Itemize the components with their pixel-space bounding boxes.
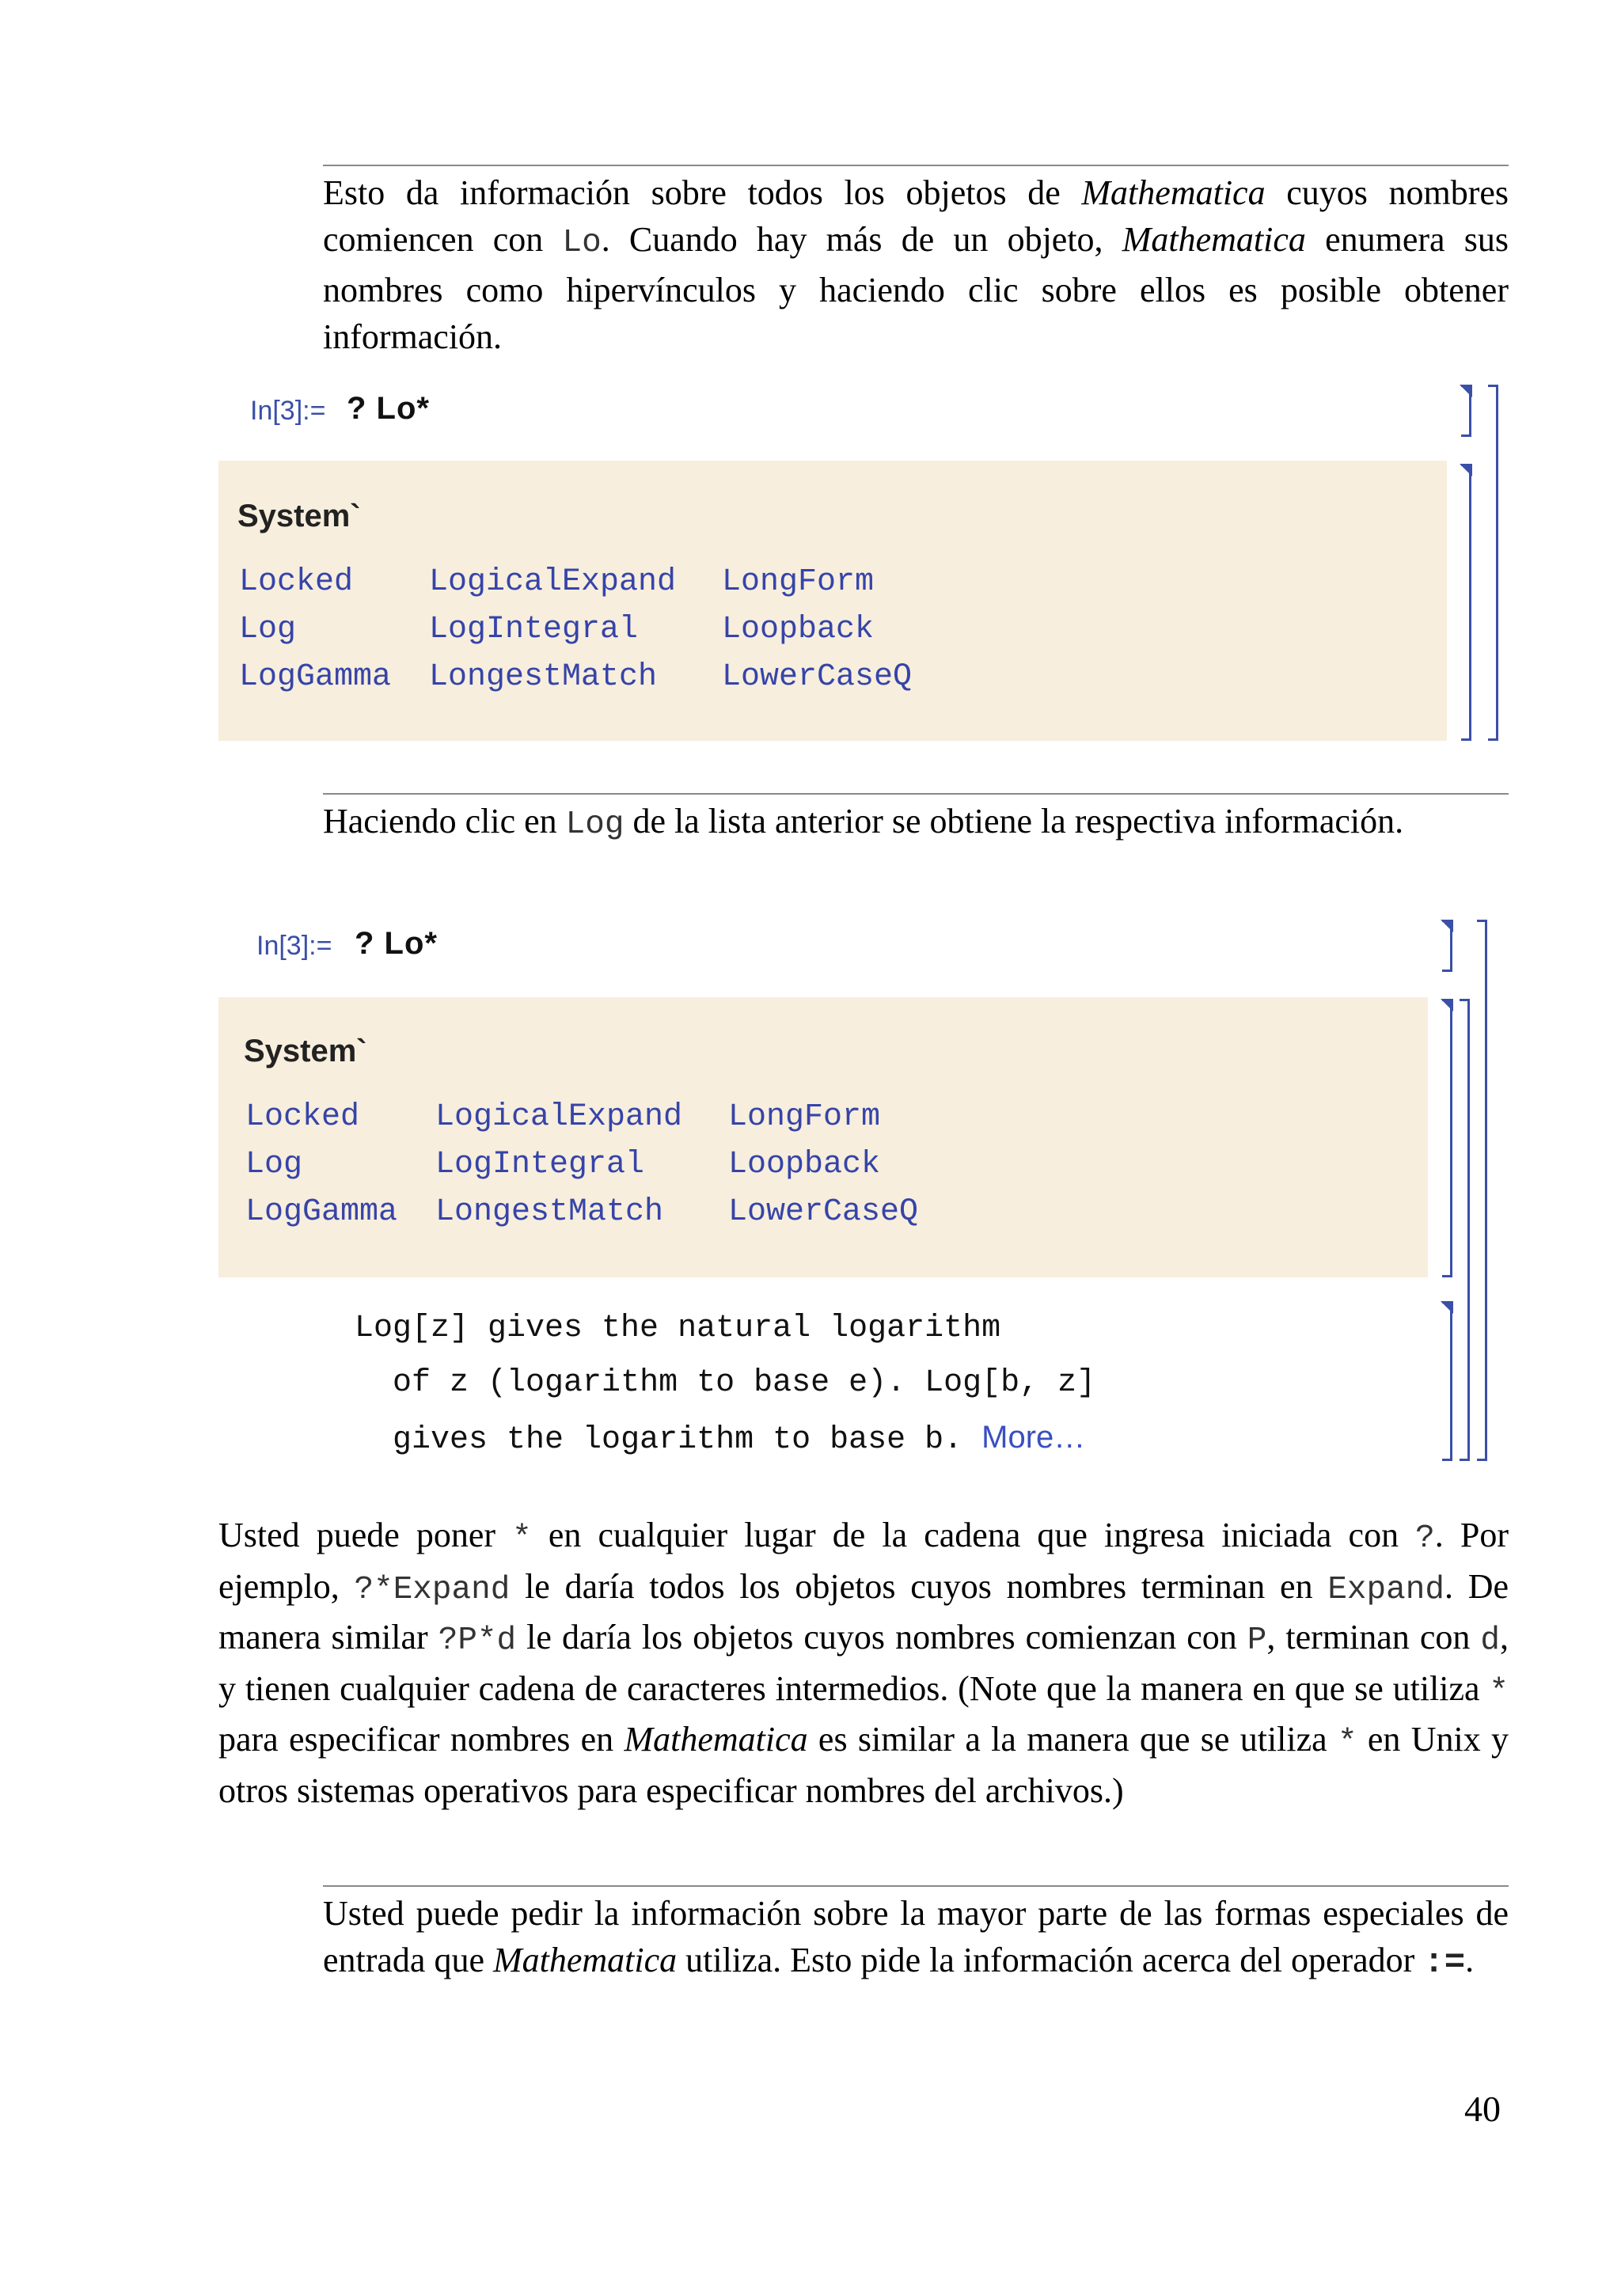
paragraph-click-log bbox=[323, 798, 1509, 848]
inline-code: Expand bbox=[1327, 1571, 1444, 1608]
symbol-link[interactable]: LogGamma bbox=[245, 1194, 398, 1230]
cell-bracket-marker-icon bbox=[1441, 920, 1453, 932]
text: es similar a la manera que se utiliza bbox=[807, 1720, 1338, 1759]
usage-text: gives the logarithm to base b. bbox=[393, 1422, 982, 1458]
text: para especificar nombres en bbox=[218, 1720, 624, 1759]
inline-code: := bbox=[1423, 1943, 1466, 1983]
group-bracket[interactable] bbox=[1477, 920, 1487, 1461]
symbol-link[interactable]: LogicalExpand bbox=[435, 1099, 683, 1135]
usage-line bbox=[355, 1365, 1095, 1401]
divider-rule-2 bbox=[323, 793, 1509, 795]
text: , terminan con bbox=[1266, 1618, 1481, 1657]
text: cuyos nombres comiencen con bbox=[323, 173, 1509, 259]
emphasis: Mathematica bbox=[493, 1941, 678, 1979]
inline-code: ?*Expand bbox=[354, 1571, 511, 1608]
emphasis: Mathematica bbox=[1081, 173, 1266, 212]
cell-bracket[interactable] bbox=[1442, 999, 1452, 1277]
inline-code: Lo bbox=[562, 225, 602, 261]
cell-bracket-marker-icon bbox=[1460, 464, 1472, 476]
text: Esto da información sobre todos los objetos de bbox=[323, 173, 1082, 212]
symbol-link[interactable]: LongForm bbox=[728, 1099, 881, 1135]
symbol-link[interactable]: Log bbox=[245, 1147, 303, 1182]
symbol-list bbox=[239, 559, 951, 701]
symbol-link[interactable]: Loopback bbox=[728, 1147, 881, 1182]
input-label: In[3]:= bbox=[250, 396, 326, 426]
text: le daría todos los objetos cuyos nombres terminan en bbox=[510, 1566, 1328, 1606]
text: en Unix y otros sistemas operativos para especificar nombres del archivos.) bbox=[218, 1720, 1509, 1810]
input-command[interactable]: ? Lo* bbox=[347, 391, 430, 426]
cell-bracket[interactable] bbox=[1442, 1301, 1452, 1461]
symbol-link[interactable]: LogIntegral bbox=[435, 1147, 645, 1182]
cell-bracket-marker-icon bbox=[1441, 999, 1453, 1011]
inline-code: ?P*d bbox=[438, 1622, 517, 1659]
group-bracket[interactable] bbox=[1488, 385, 1498, 741]
page-number: 40 bbox=[1464, 2089, 1501, 2129]
inline-code: * bbox=[1337, 1725, 1357, 1761]
more-link[interactable]: More… bbox=[981, 1420, 1086, 1455]
symbol-link[interactable]: LogicalExpand bbox=[429, 564, 677, 600]
usage-line: Log[z] gives the natural logarithm bbox=[355, 1311, 1001, 1346]
symbol-link[interactable]: Locked bbox=[239, 564, 354, 600]
text: Haciendo clic en bbox=[323, 802, 566, 841]
symbol-link[interactable]: Loopback bbox=[722, 612, 875, 647]
text: , y tienen cualquier cadena de caracteres intermedios. (Note que la manera en que se utiliza bbox=[218, 1618, 1509, 1708]
divider-rule-1 bbox=[323, 165, 1509, 166]
symbol-link[interactable]: Locked bbox=[245, 1099, 360, 1135]
usage-message bbox=[355, 1301, 1095, 1467]
emphasis: Mathematica bbox=[1122, 220, 1306, 259]
symbol-link[interactable]: LowerCaseQ bbox=[722, 659, 913, 695]
text: enumera sus nombres como hipervínculos y haciendo clic sobre ellos es posible obtener información. bbox=[323, 220, 1509, 356]
symbol-link[interactable]: Log bbox=[239, 612, 297, 647]
inline-code: * bbox=[1489, 1673, 1509, 1710]
text: Usted puede poner bbox=[218, 1516, 513, 1554]
symbol-link[interactable]: LowerCaseQ bbox=[728, 1194, 919, 1230]
text: utiliza. Esto pide la información acerca del operador bbox=[677, 1941, 1424, 1979]
cell-bracket-marker-icon bbox=[1460, 385, 1472, 397]
paragraph-intro bbox=[323, 169, 1509, 360]
text: . Cuando hay más de un objeto, bbox=[601, 220, 1122, 259]
group-bracket[interactable] bbox=[1460, 999, 1470, 1461]
inline-code: ? bbox=[1415, 1520, 1435, 1557]
inline-code: P bbox=[1247, 1622, 1267, 1659]
text: de la lista anterior se obtiene la respectiva información. bbox=[624, 802, 1404, 841]
usage-text: of z (logarithm to base e). Log[b, z] bbox=[393, 1365, 1096, 1401]
symbol-list bbox=[245, 1094, 958, 1236]
usage-line bbox=[355, 1422, 1085, 1458]
symbol-link[interactable]: LogGamma bbox=[239, 659, 392, 695]
input-command[interactable]: ? Lo* bbox=[355, 926, 438, 961]
symbol-link[interactable]: LongestMatch bbox=[429, 659, 658, 695]
cell-bracket[interactable] bbox=[1461, 464, 1471, 741]
cell-bracket-marker-icon bbox=[1441, 1301, 1453, 1314]
text: en cualquier lugar de la cadena que ingresa iniciada con bbox=[531, 1516, 1416, 1554]
text: Usted puede pedir la información sobre la mayor parte de las formas especiales de entrada que bbox=[323, 1894, 1509, 1979]
paragraph-wildcards bbox=[218, 1512, 1509, 1815]
inline-code: * bbox=[512, 1520, 532, 1557]
inline-code: Log bbox=[565, 806, 624, 843]
context-label: System` bbox=[237, 499, 361, 533]
symbol-link[interactable]: LongestMatch bbox=[435, 1194, 664, 1230]
input-label: In[3]:= bbox=[256, 931, 332, 961]
text: . bbox=[1465, 1941, 1475, 1979]
emphasis: Mathematica bbox=[624, 1720, 808, 1759]
symbol-link[interactable]: LongForm bbox=[722, 564, 875, 600]
text: le daría los objetos cuyos nombres comienzan con bbox=[516, 1618, 1247, 1657]
text: . De manera similar bbox=[218, 1566, 1509, 1657]
paragraph-special-forms bbox=[323, 1890, 1509, 1987]
text: . Por ejemplo, bbox=[218, 1516, 1509, 1606]
inline-code: d bbox=[1480, 1622, 1500, 1659]
divider-rule-3 bbox=[323, 1885, 1509, 1887]
context-label: System` bbox=[244, 1034, 367, 1068]
symbol-link[interactable]: LogIntegral bbox=[429, 612, 639, 647]
